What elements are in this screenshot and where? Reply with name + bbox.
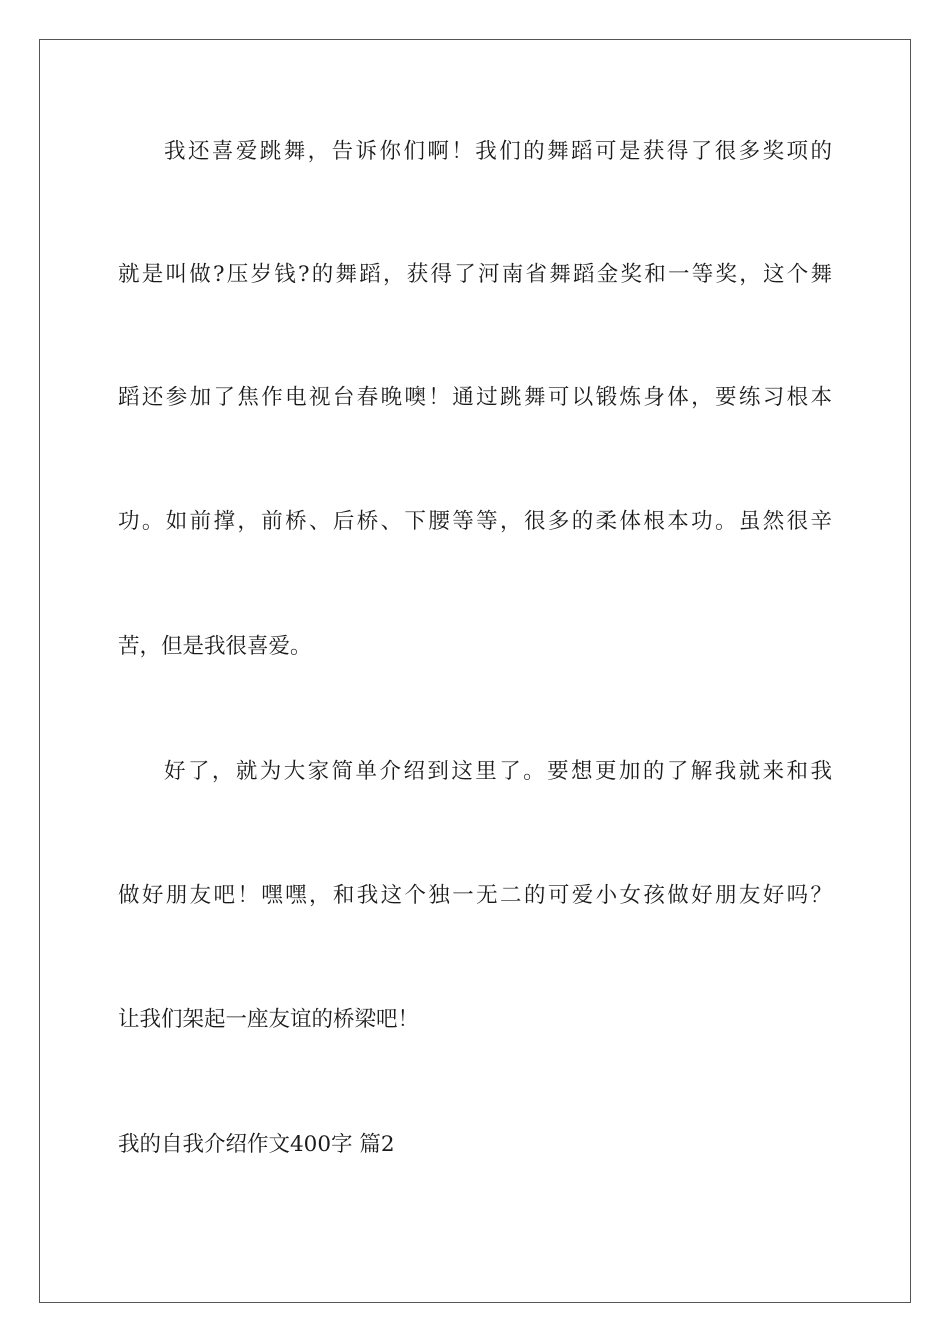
paragraph-line: 做好朋友吧！嘿嘿，和我这个独一无二的可爱小女孩做好朋友好吗？: [118, 883, 832, 908]
paragraph-line: 我还喜爱跳舞，告诉你们啊！我们的舞蹈可是获得了很多奖项的: [164, 139, 832, 164]
paragraph-line: 功。如前撑，前桥、后桥、下腰等等，很多的柔体根本功。虽然很辛: [118, 509, 832, 534]
paragraph-line: 就是叫做?压岁钱?的舞蹈，获得了河南省舞蹈金奖和一等奖，这个舞: [118, 262, 832, 287]
paragraph-line: 苦，但是我很喜爱。: [118, 634, 312, 659]
section-heading: 我的自我介绍作文400字 篇2: [118, 1132, 395, 1157]
page-border: [39, 39, 911, 1303]
paragraph-line: 好了，就为大家简单介绍到这里了。要想更加的了解我就来和我: [164, 759, 832, 784]
paragraph-line: 蹈还参加了焦作电视台春晚噢！通过跳舞可以锻炼身体，要练习根本: [118, 385, 832, 410]
paragraph-line: 让我们架起一座友谊的桥梁吧！: [118, 1007, 420, 1032]
